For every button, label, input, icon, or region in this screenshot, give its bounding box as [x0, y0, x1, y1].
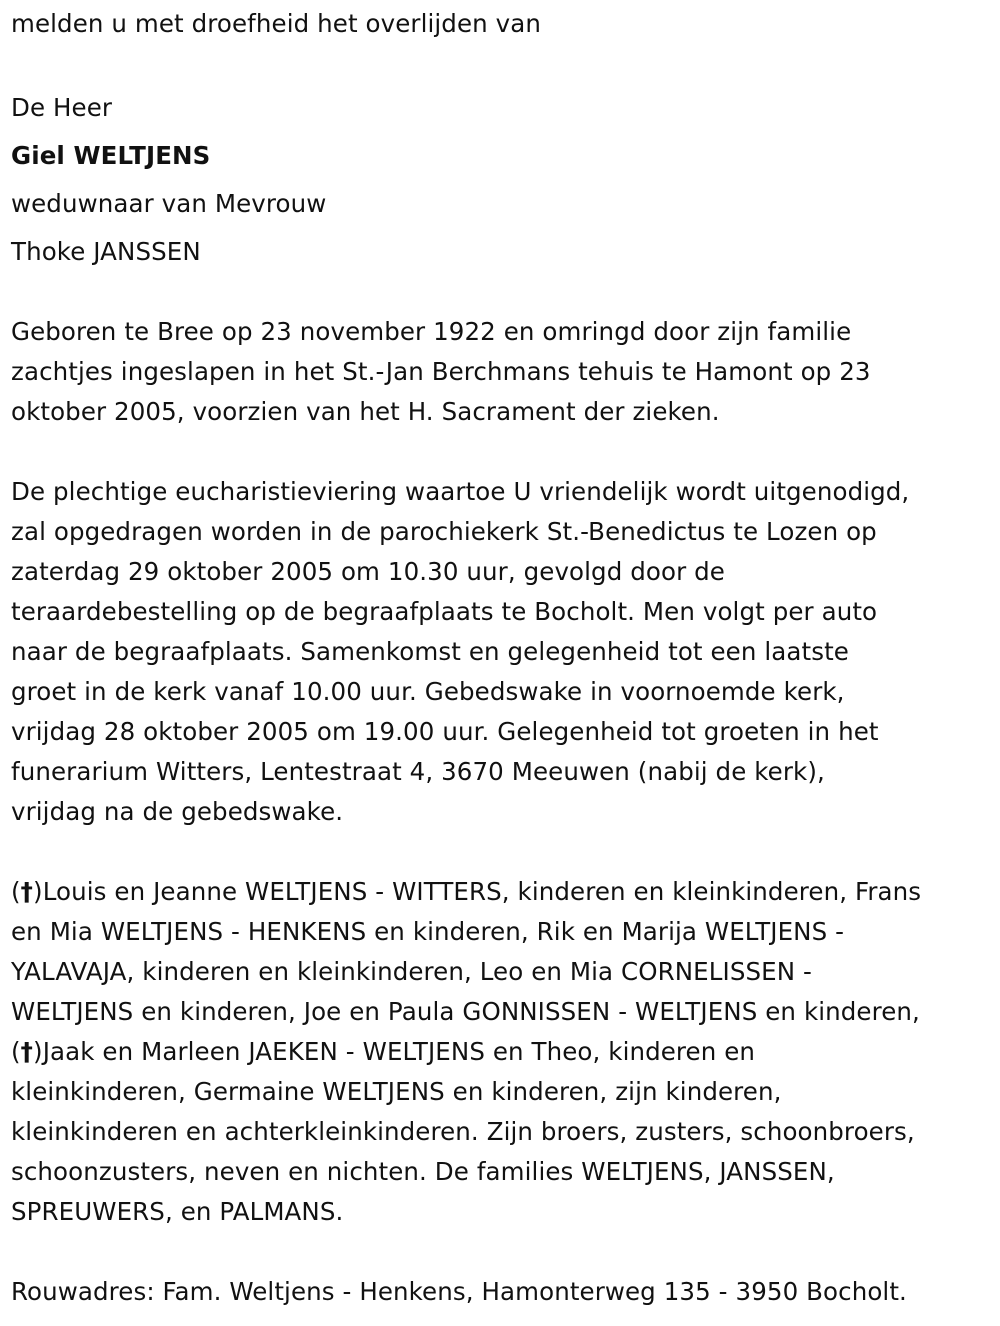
intro-text: melden u met droefheid het overlijden van — [11, 9, 541, 38]
deceased-title: De Heer — [11, 93, 113, 122]
paren-open: ( — [11, 1037, 21, 1066]
cross-icon: † — [20, 877, 34, 906]
family-text: Jaak en Marleen JAEKEN - WELTJENS en Theo, kinderen en — [42, 1037, 756, 1066]
paren-close: ) — [33, 1037, 43, 1066]
paragraph-line: oktober 2005, voorzien van het H. Sacrament der zieken. — [11, 397, 720, 426]
paragraph-line — [11, 1032, 996, 1072]
paren-open: ( — [11, 877, 21, 906]
family-text: Louis en Jeanne WELTJENS - WITTERS, kinderen en kleinkinderen, Frans — [42, 877, 922, 906]
paren-close: ) — [33, 877, 43, 906]
birth-death-paragraph — [11, 312, 996, 432]
family-paragraph — [11, 872, 996, 1232]
paragraph-line: De plechtige eucharistieviering waartoe U vriendelijk wordt uitgenodigd, — [11, 477, 910, 506]
spacer — [11, 832, 996, 872]
paragraph-line: en Mia WELTJENS - HENKENS en kinderen, Rik en Marija WELTJENS - — [11, 917, 845, 946]
death-notice — [11, 4, 996, 1312]
spacer — [11, 276, 996, 312]
deceased-block — [11, 84, 996, 276]
paragraph-line: zachtjes ingeslapen in het St.-Jan Berchmans tehuis te Hamont op 23 — [11, 357, 871, 386]
cross-icon: † — [20, 1037, 34, 1066]
paragraph-line: funerarium Witters, Lentestraat 4, 3670 Meeuwen (nabij de kerk), — [11, 757, 825, 786]
paragraph-line: YALAVAJA, kinderen en kleinkinderen, Leo en Mia CORNELISSEN - — [11, 957, 812, 986]
service-paragraph — [11, 472, 996, 832]
paragraph-line: groet in de kerk vanaf 10.00 uur. Gebedswake in voornoemde kerk, — [11, 677, 845, 706]
paragraph-line — [11, 872, 996, 912]
paragraph-line: Geboren te Bree op 23 november 1922 en omringd door zijn familie — [11, 317, 852, 346]
paragraph-line: kleinkinderen, Germaine WELTJENS en kinderen, zijn kinderen, — [11, 1077, 782, 1106]
spacer — [11, 1232, 996, 1272]
paragraph-line: kleinkinderen en achterkleinkinderen. Zijn broers, zusters, schoonbroers, — [11, 1117, 915, 1146]
paragraph-line: zal opgedragen worden in de parochiekerk St.-Benedictus te Lozen op — [11, 517, 877, 546]
paragraph-line: SPREUWERS, en PALMANS. — [11, 1197, 344, 1226]
spacer — [11, 432, 996, 472]
deceased-name: Giel WELTJENS — [11, 141, 211, 170]
spouse-name: Thoke JANSSEN — [11, 237, 201, 266]
paragraph-line: zaterdag 29 oktober 2005 om 10.30 uur, gevolgd door de — [11, 557, 725, 586]
deceased-relation: weduwnaar van Mevrouw — [11, 189, 327, 218]
paragraph-line: vrijdag 28 oktober 2005 om 19.00 uur. Gelegenheid tot groeten in het — [11, 717, 879, 746]
paragraph-line: vrijdag na de gebedswake. — [11, 797, 344, 826]
paragraph-line: naar de begraafplaats. Samenkomst en gelegenheid tot een laatste — [11, 637, 849, 666]
paragraph-line: teraardebestelling op de begraafplaats te Bocholt. Men volgt per auto — [11, 597, 878, 626]
paragraph-line: schoonzusters, neven en nichten. De families WELTJENS, JANSSEN, — [11, 1157, 835, 1186]
paragraph-line: WELTJENS en kinderen, Joe en Paula GONNISSEN - WELTJENS en kinderen, — [11, 997, 920, 1026]
spacer — [11, 44, 996, 84]
mourning-address: Rouwadres: Fam. Weltjens - Henkens, Hamonterweg 135 - 3950 Bocholt. — [11, 1277, 907, 1306]
